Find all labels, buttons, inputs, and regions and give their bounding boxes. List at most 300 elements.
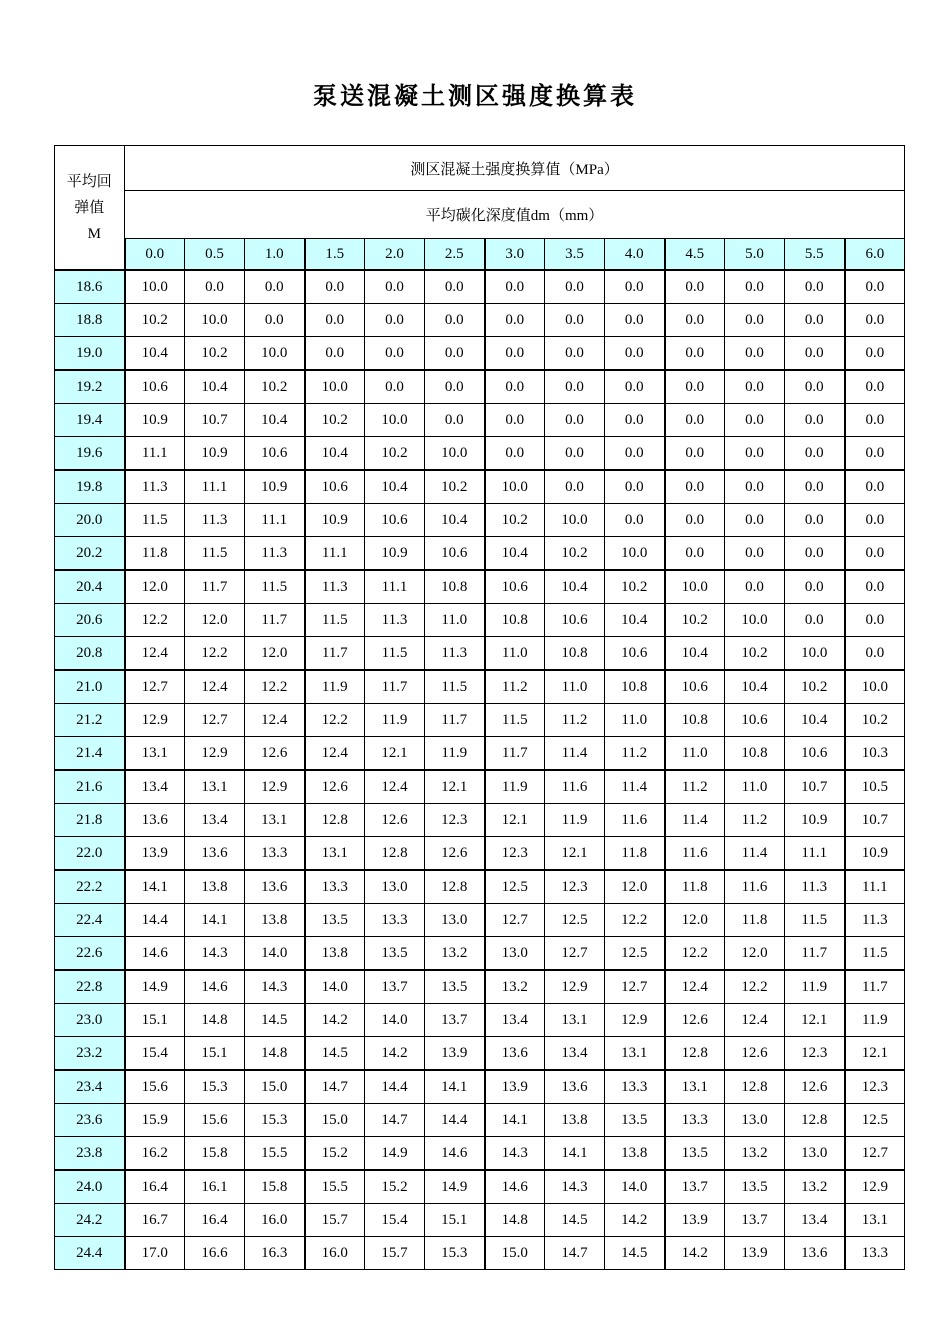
strength-value-cell: 14.4 bbox=[365, 1070, 425, 1104]
strength-value-cell: 14.0 bbox=[605, 1170, 665, 1204]
strength-value-cell: 12.6 bbox=[305, 770, 365, 804]
strength-value-cell: 10.3 bbox=[845, 737, 905, 771]
strength-value-cell: 10.0 bbox=[305, 370, 365, 404]
strength-value-cell: 0.0 bbox=[785, 337, 845, 371]
strength-value-cell: 0.0 bbox=[545, 370, 605, 404]
strength-value-cell: 12.7 bbox=[845, 1137, 905, 1171]
strength-value-cell: 0.0 bbox=[545, 337, 605, 371]
strength-value-cell: 0.0 bbox=[545, 270, 605, 304]
strength-value-cell: 13.1 bbox=[545, 1004, 605, 1037]
strength-value-cell: 16.1 bbox=[185, 1170, 245, 1204]
strength-value-cell: 11.9 bbox=[425, 737, 485, 771]
strength-value-cell: 16.7 bbox=[125, 1204, 185, 1237]
strength-value-cell: 10.2 bbox=[725, 637, 785, 671]
strength-value-cell: 0.0 bbox=[605, 404, 665, 437]
table-row bbox=[55, 1170, 905, 1204]
depth-header-cell: 3.5 bbox=[545, 239, 605, 271]
strength-value-cell: 16.3 bbox=[245, 1237, 305, 1270]
strength-value-cell: 15.1 bbox=[185, 1037, 245, 1071]
table-row bbox=[55, 737, 905, 771]
strength-value-cell: 10.4 bbox=[245, 404, 305, 437]
strength-value-cell: 10.2 bbox=[125, 304, 185, 337]
strength-value-cell: 0.0 bbox=[665, 437, 725, 471]
strength-value-cell: 13.1 bbox=[845, 1204, 905, 1237]
strength-value-cell: 13.6 bbox=[125, 804, 185, 837]
strength-value-cell: 11.0 bbox=[665, 737, 725, 771]
page-title: 泵送混凝土测区强度换算表 bbox=[313, 81, 637, 110]
strength-value-cell: 0.0 bbox=[665, 537, 725, 571]
row-label-line: M bbox=[87, 225, 101, 242]
strength-value-cell: 13.4 bbox=[545, 1037, 605, 1071]
strength-value-cell: 0.0 bbox=[845, 337, 905, 371]
strength-value-cell: 12.1 bbox=[485, 804, 545, 837]
strength-value-cell: 12.4 bbox=[725, 1004, 785, 1037]
strength-value-cell: 0.0 bbox=[785, 437, 845, 471]
strength-value-cell: 0.0 bbox=[725, 504, 785, 537]
strength-value-cell: 14.6 bbox=[125, 937, 185, 971]
table-row bbox=[55, 337, 905, 371]
strength-value-cell: 0.0 bbox=[785, 504, 845, 537]
strength-value-cell: 10.0 bbox=[725, 604, 785, 637]
strength-value-cell: 12.4 bbox=[365, 770, 425, 804]
table-row bbox=[55, 1137, 905, 1171]
strength-value-cell: 11.1 bbox=[845, 870, 905, 904]
strength-value-cell: 0.0 bbox=[785, 570, 845, 604]
strength-value-cell: 10.0 bbox=[785, 637, 845, 671]
strength-value-cell: 10.2 bbox=[785, 670, 845, 704]
strength-conversion-table bbox=[54, 145, 905, 1270]
strength-value-cell: 13.9 bbox=[725, 1237, 785, 1270]
strength-value-cell: 10.2 bbox=[245, 370, 305, 404]
strength-value-cell: 0.0 bbox=[845, 604, 905, 637]
strength-value-cell: 14.7 bbox=[365, 1104, 425, 1137]
strength-value-cell: 0.0 bbox=[665, 370, 725, 404]
strength-value-cell: 12.2 bbox=[305, 704, 365, 737]
strength-value-cell: 11.7 bbox=[485, 737, 545, 771]
strength-value-cell: 12.5 bbox=[545, 904, 605, 937]
strength-value-cell: 10.2 bbox=[305, 404, 365, 437]
strength-value-cell: 10.6 bbox=[365, 504, 425, 537]
strength-value-cell: 10.4 bbox=[725, 670, 785, 704]
strength-value-cell: 17.0 bbox=[125, 1237, 185, 1270]
strength-value-cell: 0.0 bbox=[845, 537, 905, 571]
strength-value-cell: 12.2 bbox=[725, 970, 785, 1004]
strength-value-cell: 14.2 bbox=[665, 1237, 725, 1270]
strength-value-cell: 14.8 bbox=[485, 1204, 545, 1237]
rebound-value-cell: 20.6 bbox=[55, 604, 125, 637]
strength-value-cell: 11.5 bbox=[185, 537, 245, 571]
strength-value-cell: 11.2 bbox=[545, 704, 605, 737]
strength-value-cell: 10.6 bbox=[545, 604, 605, 637]
strength-value-cell: 0.0 bbox=[725, 404, 785, 437]
strength-value-cell: 0.0 bbox=[845, 404, 905, 437]
table-row bbox=[55, 270, 905, 304]
strength-value-cell: 12.2 bbox=[125, 604, 185, 637]
strength-value-cell: 0.0 bbox=[665, 504, 725, 537]
strength-value-cell: 12.0 bbox=[665, 904, 725, 937]
strength-value-cell: 13.5 bbox=[665, 1137, 725, 1171]
strength-value-cell: 13.2 bbox=[485, 970, 545, 1004]
strength-value-cell: 11.1 bbox=[125, 437, 185, 471]
strength-value-cell: 12.6 bbox=[665, 1004, 725, 1037]
strength-value-cell: 0.0 bbox=[425, 404, 485, 437]
strength-value-cell: 0.0 bbox=[485, 404, 545, 437]
strength-value-cell: 12.8 bbox=[725, 1070, 785, 1104]
strength-value-cell: 15.3 bbox=[185, 1070, 245, 1104]
strength-value-cell: 13.1 bbox=[305, 837, 365, 871]
strength-value-cell: 16.0 bbox=[245, 1204, 305, 1237]
strength-value-cell: 13.5 bbox=[425, 970, 485, 1004]
strength-value-cell: 11.0 bbox=[545, 670, 605, 704]
strength-value-cell: 10.9 bbox=[185, 437, 245, 471]
strength-value-cell: 13.4 bbox=[125, 770, 185, 804]
rebound-value-cell: 22.2 bbox=[55, 870, 125, 904]
strength-value-cell: 13.8 bbox=[245, 904, 305, 937]
strength-value-cell: 14.1 bbox=[125, 870, 185, 904]
strength-value-cell: 11.3 bbox=[845, 904, 905, 937]
strength-value-cell: 0.0 bbox=[545, 470, 605, 504]
strength-value-cell: 13.3 bbox=[365, 904, 425, 937]
rebound-value-cell: 19.0 bbox=[55, 337, 125, 371]
strength-value-cell: 16.2 bbox=[125, 1137, 185, 1171]
strength-value-cell: 12.3 bbox=[425, 804, 485, 837]
strength-value-cell: 12.7 bbox=[605, 970, 665, 1004]
strength-value-cell: 0.0 bbox=[605, 370, 665, 404]
table-row bbox=[55, 370, 905, 404]
strength-value-cell: 0.0 bbox=[785, 470, 845, 504]
strength-value-cell: 15.9 bbox=[125, 1104, 185, 1137]
strength-value-cell: 0.0 bbox=[785, 370, 845, 404]
strength-value-cell: 12.6 bbox=[425, 837, 485, 871]
strength-value-cell: 12.7 bbox=[545, 937, 605, 971]
strength-value-cell: 10.2 bbox=[365, 437, 425, 471]
strength-value-cell: 15.4 bbox=[125, 1037, 185, 1071]
strength-value-cell: 12.6 bbox=[245, 737, 305, 771]
table-row bbox=[55, 1037, 905, 1071]
table-row bbox=[55, 404, 905, 437]
strength-value-cell: 11.9 bbox=[305, 670, 365, 704]
strength-value-cell: 11.7 bbox=[185, 570, 245, 604]
strength-value-cell: 0.0 bbox=[365, 337, 425, 371]
strength-value-cell: 14.8 bbox=[245, 1037, 305, 1071]
strength-value-cell: 0.0 bbox=[365, 304, 425, 337]
strength-value-cell: 15.7 bbox=[365, 1237, 425, 1270]
rebound-value-cell: 19.6 bbox=[55, 437, 125, 471]
table-row bbox=[55, 304, 905, 337]
strength-value-cell: 0.0 bbox=[725, 570, 785, 604]
strength-value-cell: 11.2 bbox=[605, 737, 665, 771]
rebound-value-cell: 20.8 bbox=[55, 637, 125, 671]
strength-value-cell: 10.4 bbox=[125, 337, 185, 371]
strength-value-cell: 13.0 bbox=[485, 937, 545, 971]
strength-value-cell: 0.0 bbox=[185, 270, 245, 304]
strength-value-cell: 15.3 bbox=[245, 1104, 305, 1137]
strength-value-cell: 12.9 bbox=[845, 1170, 905, 1204]
strength-value-cell: 0.0 bbox=[785, 304, 845, 337]
strength-value-cell: 11.3 bbox=[425, 637, 485, 671]
strength-value-cell: 12.7 bbox=[185, 704, 245, 737]
strength-value-cell: 0.0 bbox=[665, 270, 725, 304]
table-row bbox=[55, 870, 905, 904]
strength-value-cell: 0.0 bbox=[365, 370, 425, 404]
strength-value-cell: 13.8 bbox=[545, 1104, 605, 1137]
strength-value-cell: 15.7 bbox=[305, 1204, 365, 1237]
strength-value-cell: 15.1 bbox=[125, 1004, 185, 1037]
strength-value-cell: 0.0 bbox=[425, 337, 485, 371]
strength-value-cell: 0.0 bbox=[365, 270, 425, 304]
table-row bbox=[55, 504, 905, 537]
strength-value-cell: 11.5 bbox=[425, 670, 485, 704]
strength-value-cell: 0.0 bbox=[545, 437, 605, 471]
strength-value-cell: 0.0 bbox=[245, 304, 305, 337]
strength-value-cell: 12.8 bbox=[785, 1104, 845, 1137]
strength-value-cell: 11.3 bbox=[125, 470, 185, 504]
strength-value-cell: 15.8 bbox=[245, 1170, 305, 1204]
strength-value-cell: 12.1 bbox=[845, 1037, 905, 1071]
strength-value-cell: 13.2 bbox=[725, 1137, 785, 1171]
strength-value-cell: 12.5 bbox=[845, 1104, 905, 1137]
strength-value-cell: 0.0 bbox=[785, 404, 845, 437]
rebound-value-cell: 20.2 bbox=[55, 537, 125, 571]
strength-value-cell: 10.0 bbox=[185, 304, 245, 337]
depth-header-cell: 2.0 bbox=[365, 239, 425, 271]
strength-value-cell: 12.0 bbox=[125, 570, 185, 604]
strength-value-cell: 14.3 bbox=[545, 1170, 605, 1204]
strength-value-cell: 14.2 bbox=[305, 1004, 365, 1037]
carbonation-depth-title: 平均碳化深度值dm（mm） bbox=[125, 191, 905, 239]
strength-value-cell: 0.0 bbox=[545, 304, 605, 337]
strength-value-cell: 14.9 bbox=[425, 1170, 485, 1204]
strength-value-cell: 11.8 bbox=[125, 537, 185, 571]
strength-value-cell: 10.6 bbox=[425, 537, 485, 571]
strength-value-cell: 12.6 bbox=[725, 1037, 785, 1071]
strength-value-cell: 14.3 bbox=[245, 970, 305, 1004]
strength-value-cell: 13.8 bbox=[185, 870, 245, 904]
strength-value-cell: 11.7 bbox=[785, 937, 845, 971]
strength-value-cell: 0.0 bbox=[845, 370, 905, 404]
strength-value-cell: 12.0 bbox=[725, 937, 785, 971]
strength-value-cell: 0.0 bbox=[425, 270, 485, 304]
strength-value-cell: 11.3 bbox=[305, 570, 365, 604]
strength-value-cell: 10.0 bbox=[845, 670, 905, 704]
strength-value-cell: 0.0 bbox=[605, 304, 665, 337]
rebound-value-cell: 23.4 bbox=[55, 1070, 125, 1104]
strength-value-cell: 10.2 bbox=[605, 570, 665, 604]
rebound-value-cell: 24.4 bbox=[55, 1237, 125, 1270]
strength-value-cell: 0.0 bbox=[725, 337, 785, 371]
strength-value-cell: 12.1 bbox=[785, 1004, 845, 1037]
strength-value-cell: 12.5 bbox=[485, 870, 545, 904]
strength-value-cell: 13.7 bbox=[365, 970, 425, 1004]
strength-value-cell: 13.6 bbox=[485, 1037, 545, 1071]
depth-header-cell: 4.5 bbox=[665, 239, 725, 271]
strength-value-cell: 11.9 bbox=[485, 770, 545, 804]
strength-value-cell: 13.2 bbox=[425, 937, 485, 971]
strength-value-cell: 11.4 bbox=[545, 737, 605, 771]
strength-value-cell: 10.7 bbox=[185, 404, 245, 437]
strength-value-cell: 14.6 bbox=[485, 1170, 545, 1204]
strength-value-cell: 14.3 bbox=[185, 937, 245, 971]
rebound-value-cell: 24.2 bbox=[55, 1204, 125, 1237]
strength-value-cell: 0.0 bbox=[785, 270, 845, 304]
strength-value-cell: 13.6 bbox=[245, 870, 305, 904]
strength-value-cell: 12.7 bbox=[125, 670, 185, 704]
strength-value-cell: 11.0 bbox=[425, 604, 485, 637]
strength-value-cell: 0.0 bbox=[485, 304, 545, 337]
strength-value-cell: 13.6 bbox=[545, 1070, 605, 1104]
strength-value-cell: 0.0 bbox=[665, 304, 725, 337]
rebound-value-cell: 22.0 bbox=[55, 837, 125, 871]
strength-value-cell: 12.9 bbox=[185, 737, 245, 771]
rebound-value-cell: 21.8 bbox=[55, 804, 125, 837]
group-title: 测区混凝土强度换算值（MPa） bbox=[125, 146, 905, 191]
strength-value-cell: 12.6 bbox=[365, 804, 425, 837]
strength-value-cell: 10.0 bbox=[125, 270, 185, 304]
strength-value-cell: 11.3 bbox=[365, 604, 425, 637]
strength-value-cell: 14.9 bbox=[125, 970, 185, 1004]
rebound-value-cell: 23.0 bbox=[55, 1004, 125, 1037]
strength-value-cell: 0.0 bbox=[605, 470, 665, 504]
strength-value-cell: 11.9 bbox=[365, 704, 425, 737]
strength-value-cell: 11.0 bbox=[485, 637, 545, 671]
rebound-value-cell: 19.4 bbox=[55, 404, 125, 437]
strength-value-cell: 0.0 bbox=[665, 337, 725, 371]
strength-value-cell: 15.5 bbox=[305, 1170, 365, 1204]
strength-value-cell: 11.9 bbox=[845, 1004, 905, 1037]
strength-value-cell: 14.8 bbox=[185, 1004, 245, 1037]
strength-value-cell: 0.0 bbox=[725, 270, 785, 304]
strength-value-cell: 13.1 bbox=[185, 770, 245, 804]
depth-header-cell: 0.0 bbox=[125, 239, 185, 271]
strength-value-cell: 11.5 bbox=[125, 504, 185, 537]
strength-value-cell: 0.0 bbox=[725, 437, 785, 471]
rebound-value-cell: 24.0 bbox=[55, 1170, 125, 1204]
depth-header-cell: 0.5 bbox=[185, 239, 245, 271]
table-row bbox=[55, 1237, 905, 1270]
strength-value-cell: 12.0 bbox=[605, 870, 665, 904]
strength-value-cell: 13.1 bbox=[245, 804, 305, 837]
strength-value-cell: 15.0 bbox=[245, 1070, 305, 1104]
rebound-value-cell: 19.8 bbox=[55, 470, 125, 504]
strength-value-cell: 10.6 bbox=[605, 637, 665, 671]
strength-value-cell: 14.4 bbox=[125, 904, 185, 937]
strength-value-cell: 0.0 bbox=[725, 370, 785, 404]
depth-header-cell: 1.5 bbox=[305, 239, 365, 271]
strength-value-cell: 14.1 bbox=[545, 1137, 605, 1171]
strength-value-cell: 15.5 bbox=[245, 1137, 305, 1171]
depth-header-cell: 1.0 bbox=[245, 239, 305, 271]
strength-value-cell: 13.2 bbox=[785, 1170, 845, 1204]
strength-value-cell: 10.4 bbox=[785, 704, 845, 737]
strength-value-cell: 0.0 bbox=[725, 470, 785, 504]
table-row bbox=[55, 570, 905, 604]
table-row bbox=[55, 1070, 905, 1104]
depth-header-cell: 6.0 bbox=[845, 239, 905, 271]
strength-value-cell: 0.0 bbox=[425, 370, 485, 404]
strength-value-cell: 12.2 bbox=[245, 670, 305, 704]
strength-value-cell: 12.7 bbox=[485, 904, 545, 937]
strength-value-cell: 15.3 bbox=[425, 1237, 485, 1270]
strength-value-cell: 10.9 bbox=[305, 504, 365, 537]
strength-value-cell: 0.0 bbox=[545, 404, 605, 437]
strength-value-cell: 10.4 bbox=[605, 604, 665, 637]
strength-value-cell: 10.0 bbox=[485, 470, 545, 504]
strength-value-cell: 10.4 bbox=[485, 537, 545, 571]
strength-value-cell: 10.2 bbox=[485, 504, 545, 537]
strength-value-cell: 0.0 bbox=[485, 337, 545, 371]
strength-value-cell: 10.4 bbox=[425, 504, 485, 537]
strength-value-cell: 11.0 bbox=[605, 704, 665, 737]
strength-value-cell: 14.1 bbox=[185, 904, 245, 937]
depth-header-row bbox=[55, 239, 905, 271]
strength-value-cell: 12.0 bbox=[185, 604, 245, 637]
strength-value-cell: 12.4 bbox=[125, 637, 185, 671]
strength-value-cell: 10.9 bbox=[245, 470, 305, 504]
strength-value-cell: 10.8 bbox=[425, 570, 485, 604]
strength-value-cell: 10.9 bbox=[125, 404, 185, 437]
strength-value-cell: 10.6 bbox=[305, 470, 365, 504]
strength-value-cell: 15.6 bbox=[125, 1070, 185, 1104]
strength-value-cell: 11.1 bbox=[305, 537, 365, 571]
strength-value-cell: 13.0 bbox=[425, 904, 485, 937]
strength-value-cell: 12.4 bbox=[185, 670, 245, 704]
strength-value-cell: 13.8 bbox=[305, 937, 365, 971]
depth-header-cell: 5.0 bbox=[725, 239, 785, 271]
strength-value-cell: 12.3 bbox=[845, 1070, 905, 1104]
strength-value-cell: 14.6 bbox=[185, 970, 245, 1004]
strength-value-cell: 10.8 bbox=[485, 604, 545, 637]
strength-value-cell: 15.4 bbox=[365, 1204, 425, 1237]
strength-value-cell: 13.1 bbox=[125, 737, 185, 771]
strength-value-cell: 10.2 bbox=[845, 704, 905, 737]
strength-value-cell: 11.8 bbox=[665, 870, 725, 904]
strength-value-cell: 10.9 bbox=[845, 837, 905, 871]
strength-value-cell: 10.0 bbox=[605, 537, 665, 571]
strength-value-cell: 13.8 bbox=[605, 1137, 665, 1171]
table-row bbox=[55, 604, 905, 637]
strength-value-cell: 11.0 bbox=[725, 770, 785, 804]
strength-value-cell: 13.3 bbox=[305, 870, 365, 904]
strength-value-cell: 0.0 bbox=[305, 270, 365, 304]
strength-value-cell: 15.0 bbox=[305, 1104, 365, 1137]
strength-value-cell: 0.0 bbox=[485, 437, 545, 471]
strength-value-cell: 12.3 bbox=[545, 870, 605, 904]
strength-value-cell: 10.6 bbox=[485, 570, 545, 604]
strength-value-cell: 12.8 bbox=[305, 804, 365, 837]
strength-value-cell: 11.7 bbox=[365, 670, 425, 704]
strength-value-cell: 0.0 bbox=[845, 637, 905, 671]
strength-value-cell: 10.8 bbox=[605, 670, 665, 704]
strength-value-cell: 10.6 bbox=[245, 437, 305, 471]
strength-value-cell: 11.5 bbox=[785, 904, 845, 937]
strength-value-cell: 0.0 bbox=[725, 304, 785, 337]
strength-value-cell: 14.9 bbox=[365, 1137, 425, 1171]
strength-value-cell: 13.3 bbox=[245, 837, 305, 871]
table-row bbox=[55, 804, 905, 837]
strength-value-cell: 11.7 bbox=[245, 604, 305, 637]
rebound-value-cell: 23.8 bbox=[55, 1137, 125, 1171]
strength-value-cell: 0.0 bbox=[665, 404, 725, 437]
table-row bbox=[55, 770, 905, 804]
strength-value-cell: 0.0 bbox=[485, 270, 545, 304]
strength-value-cell: 14.3 bbox=[485, 1137, 545, 1171]
strength-value-cell: 15.8 bbox=[185, 1137, 245, 1171]
strength-value-cell: 12.6 bbox=[785, 1070, 845, 1104]
strength-value-cell: 10.2 bbox=[425, 470, 485, 504]
strength-value-cell: 10.6 bbox=[125, 370, 185, 404]
strength-value-cell: 16.0 bbox=[305, 1237, 365, 1270]
strength-value-cell: 13.5 bbox=[725, 1170, 785, 1204]
